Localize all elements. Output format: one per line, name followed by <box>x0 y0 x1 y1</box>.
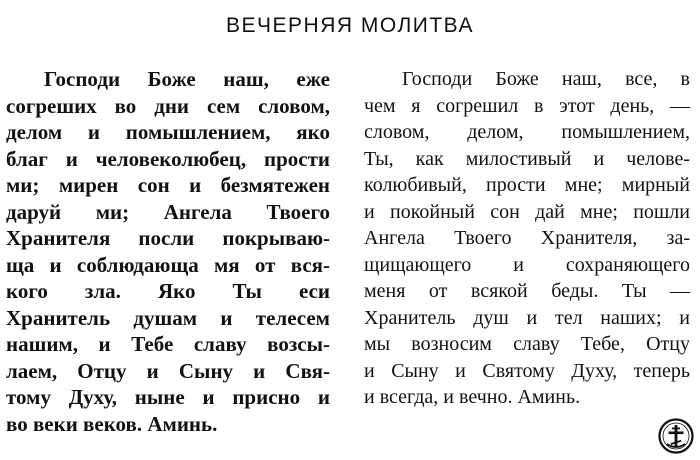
russian-line: колюбивый, прости мне; мирный <box>364 174 690 196</box>
slavonic-line: тому Духу, ныне и присно и <box>6 385 330 409</box>
russian-line: Ангела Твоего Хранителя, за- <box>364 227 690 249</box>
russian-line: и покойный сон дай мне; пошли <box>364 200 690 223</box>
slavonic-line: благ и человеколюбец, прости <box>6 146 330 171</box>
slavonic-line: согреших во дни сем словом, <box>6 93 330 118</box>
slavonic-line: даруй ми; Ангела Твоего <box>6 199 330 224</box>
slavonic-line: делом и помышлением, яко <box>6 120 330 144</box>
russian-line: щищающего и сохраняющего <box>364 253 690 276</box>
slavonic-line: Хранитель душам и телесем <box>6 305 330 330</box>
orthodox-cross-seal-icon <box>658 418 694 454</box>
slavonic-line: нашим, и Тебе славу возсы- <box>6 332 330 356</box>
russian-line: Господи Боже наш, все, в <box>402 68 690 90</box>
russian-line: Хранитель душ и тел наших; и <box>364 306 690 329</box>
slavonic-line: лаем, Отцу и Сыну и Свя- <box>6 358 330 383</box>
slavonic-line: во веки веков. Аминь. <box>6 411 218 436</box>
russian-line: Ты, как милостивый и челове- <box>364 147 690 170</box>
russian-translation-column <box>364 66 690 411</box>
russian-line: и всегда, и вечно. Аминь. <box>364 386 581 408</box>
russian-line: чем я согрешил в этот день, — <box>364 94 690 117</box>
slavonic-line: ща и соблюдающа мя от вся- <box>6 252 330 277</box>
page-title: ВЕЧЕРНЯЯ МОЛИТВА <box>226 14 474 37</box>
russian-line: словом, делом, помышлением, <box>364 121 690 143</box>
slavonic-line: кого зла. Яко Ты еси <box>6 279 330 303</box>
russian-line: и Сыну и Святому Духу, теперь <box>364 359 690 382</box>
slavonic-line: ми; мирен сон и безмятежен <box>6 173 330 197</box>
russian-line: меня от всякой беды. Ты — <box>364 280 690 302</box>
slavonic-line: Господи Боже наш, еже <box>44 67 330 91</box>
church-slavonic-column <box>6 66 330 437</box>
russian-line: мы возносим славу Тебе, Отцу <box>364 333 690 355</box>
slavonic-line: Хранителя посли покрываю- <box>6 226 330 250</box>
